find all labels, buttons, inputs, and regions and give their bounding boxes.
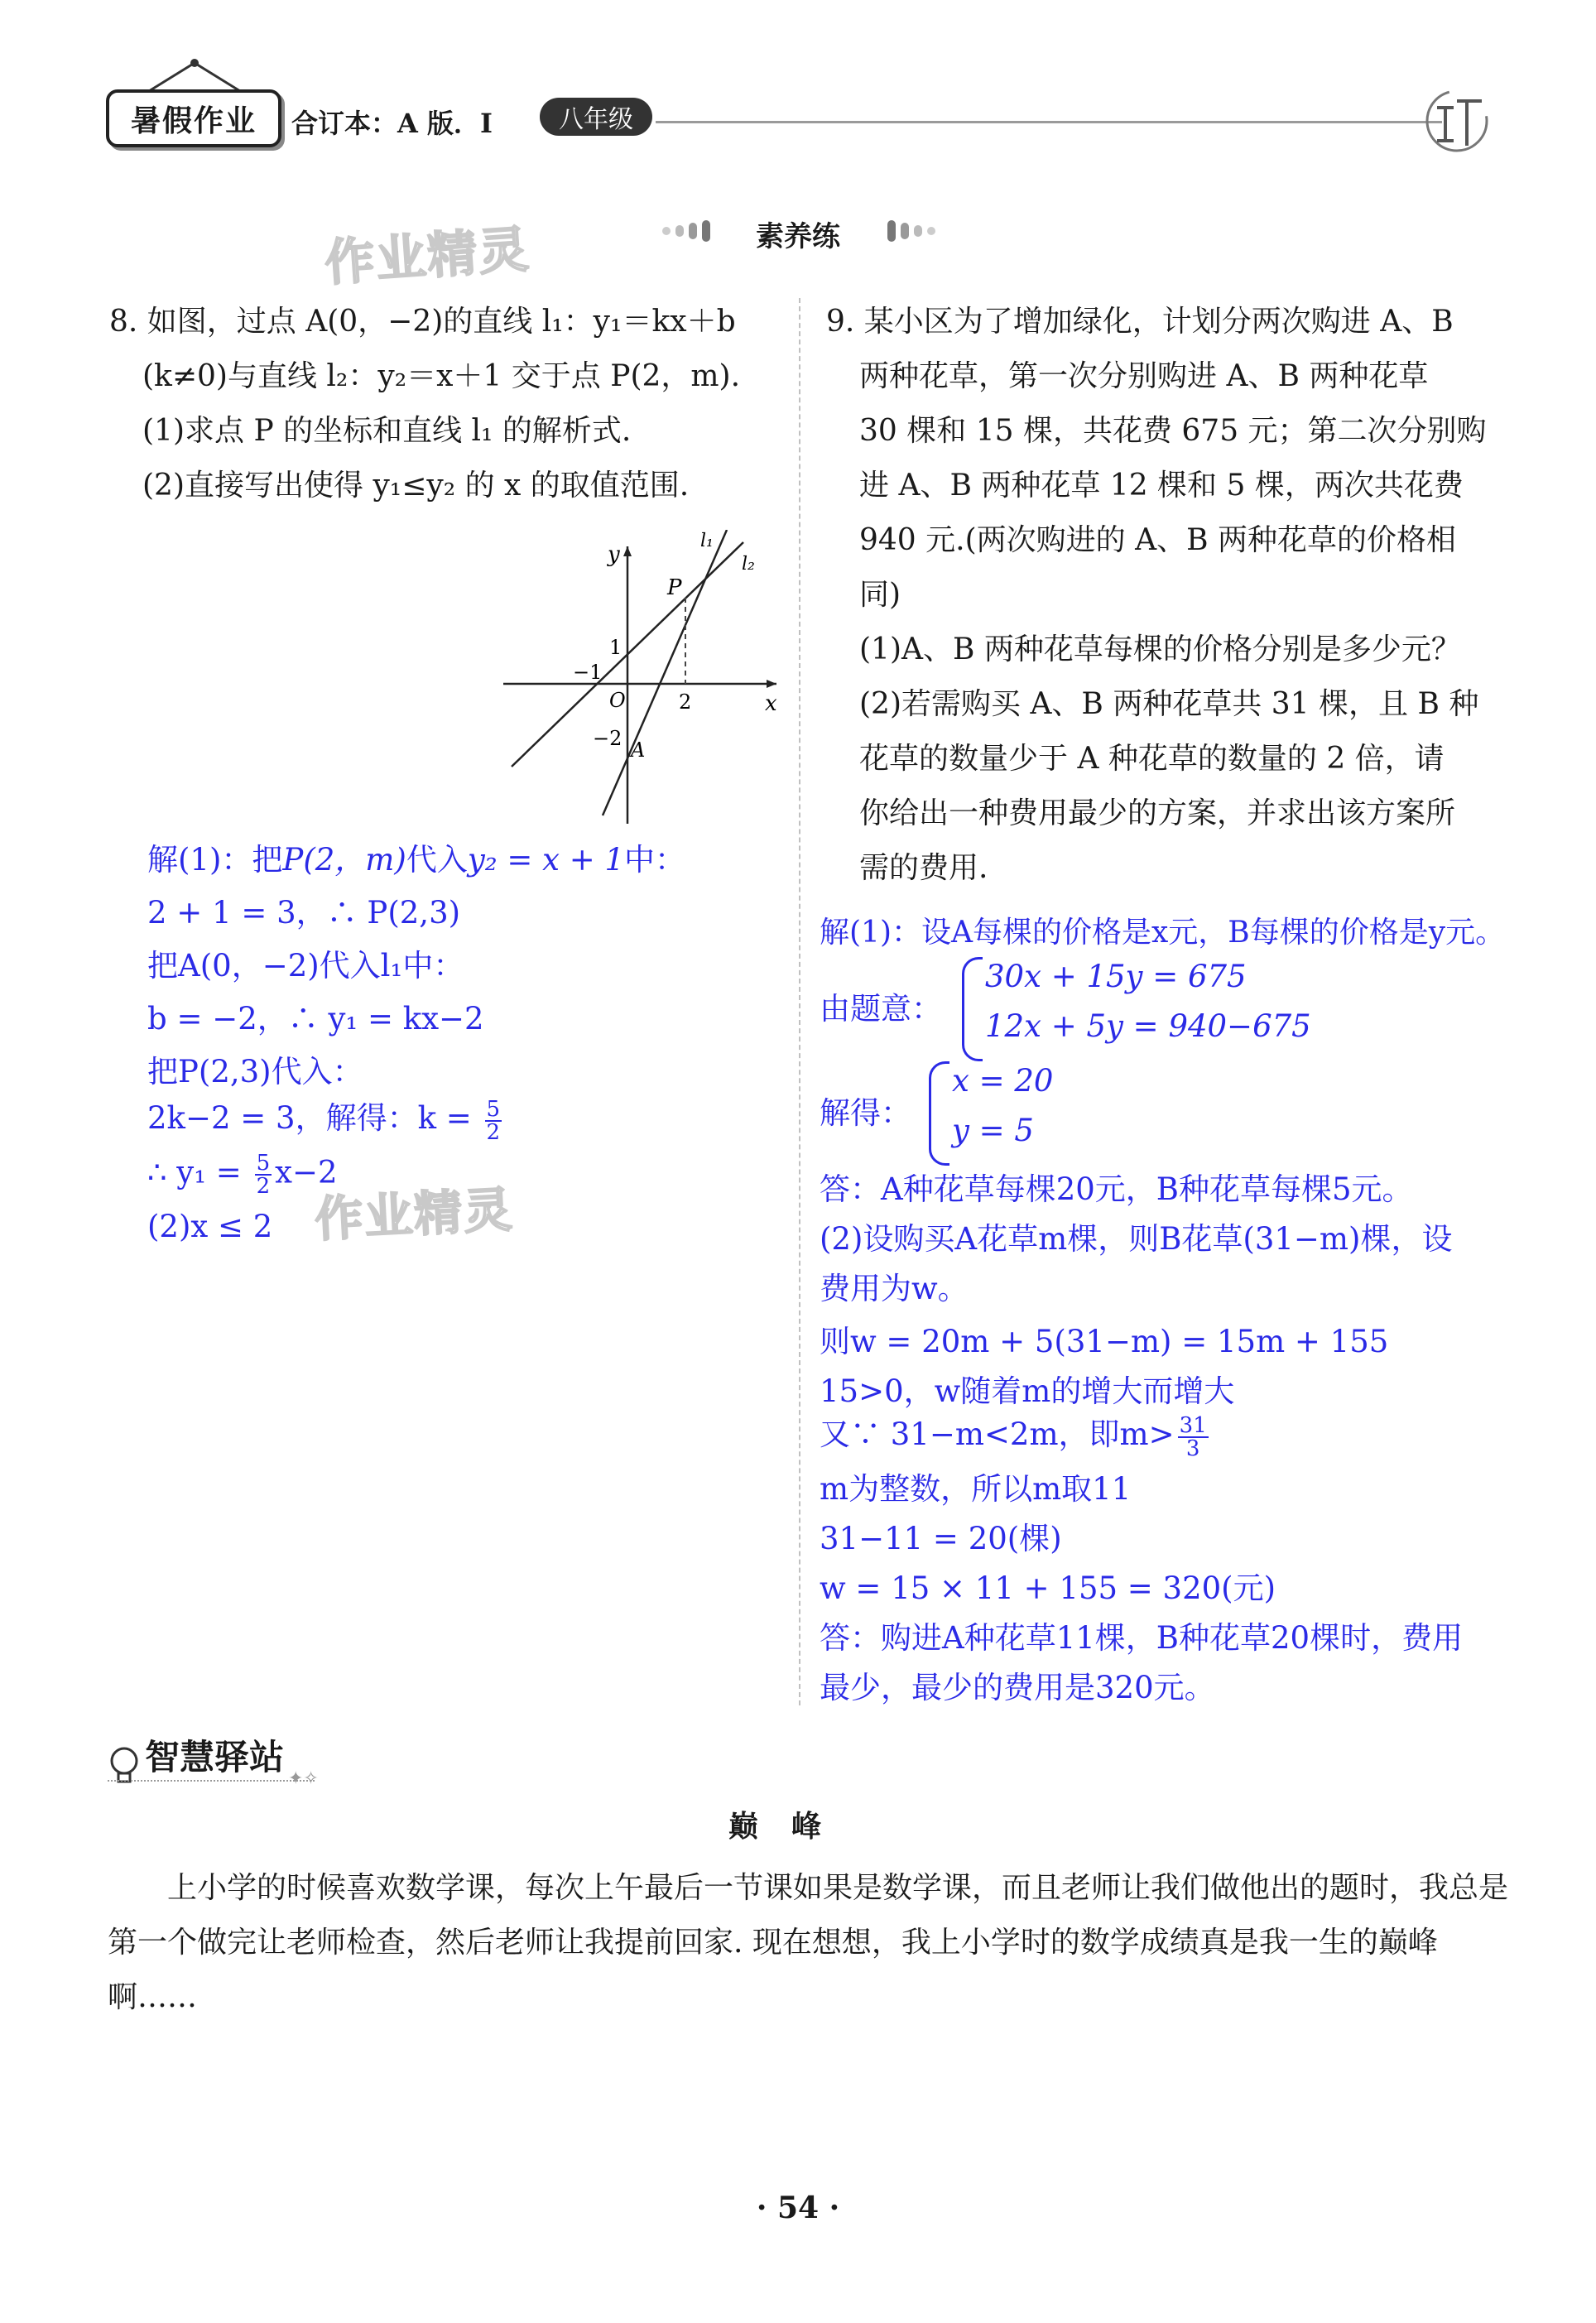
- q9-line: 30 棵和 15 棵，共花费 675 元；第二次分别购: [859, 414, 1487, 448]
- y-axis-arrow: [623, 546, 632, 556]
- question-8: [109, 295, 788, 513]
- q9-sol-2: y = 5: [952, 1113, 1034, 1148]
- system-brace-2: [929, 1061, 949, 1166]
- q9-ans-line-9: 又∵ 31−m<2m，即m> $\frac{31}{3}$: [820, 1412, 1207, 1461]
- q8-graph: [503, 530, 785, 828]
- x-axis-arrow: [767, 680, 776, 688]
- q9-ans-line-13: 答：购进A种花草11棵，B种花草20棵时，费用: [820, 1620, 1464, 1656]
- q8-ans-line-7: ∴ y₁ = $\frac{5}{2}$ x−2: [147, 1151, 338, 1199]
- book-subtitle: 合订本：A 版．I: [291, 108, 493, 139]
- q9-ans-line-5: (2)设购买A花草m棵，则B花草(31−m)棵，设: [820, 1221, 1453, 1257]
- q9-ans-line-8: 15>0，w随着m的增大而增大: [820, 1373, 1235, 1409]
- column-divider: [799, 298, 800, 1705]
- q9-line: 进 A、B 两种花草 12 棵和 5 棵，两次共花费: [859, 469, 1464, 503]
- header-rule: [656, 121, 1442, 123]
- q9-line: 花草的数量少于 A 种花草的数量的 2 倍，请: [859, 742, 1445, 776]
- q9-line: 你给出一种费用最少的方案，并求出该方案所: [859, 796, 1456, 830]
- system-brace-1: [962, 957, 983, 1061]
- watermark-top: 作业精灵: [323, 220, 532, 293]
- q8-line: (1)求点 P 的坐标和直线 l₁ 的解析式.: [142, 414, 632, 448]
- line-l1: [603, 530, 727, 815]
- wisdom-station-header: [108, 1730, 338, 1787]
- q8-line: (k≠0)与直线 l₂：y₂＝x＋1 交于点 P(2，m).: [142, 359, 741, 393]
- q8-ans-line-6: 2k−2 = 3，解得：k = $\frac{5}{2}$: [147, 1096, 501, 1145]
- p-label: P: [667, 575, 682, 600]
- q9-ans-line-14: 最少，最少的费用是320元。: [820, 1670, 1215, 1705]
- tick-2: 2: [679, 690, 692, 714]
- tick-neg1: −1: [573, 661, 603, 684]
- svg-text:✦✧: ✦✧: [288, 1768, 320, 1787]
- q9-ans-line-1: 解(1)：设A每棵的价格是x元，B每棵的价格是y元。: [820, 916, 1506, 950]
- q9-ans-line-6: 费用为w。: [820, 1271, 969, 1306]
- q9-line: 同): [859, 578, 901, 612]
- station-title: 智慧驿站: [145, 1737, 285, 1777]
- story-text: 上小学的时候喜欢数学课，每次上午最后一节课如果是数学课，而且老师让我们做他出的题时，我总是第一个做完让老师检查，然后老师让我提前回家. 现在想想，我上小学时的数学成绩真是我一生的巅峰啊……: [108, 1871, 1509, 2014]
- page-number: · 54 ·: [756, 2191, 840, 2225]
- q9-ans-line-11: 31−11 = 20(棵): [820, 1521, 1062, 1556]
- a-label: A: [631, 738, 646, 762]
- q9-ans-line-2: 由题意：: [820, 991, 942, 1027]
- q8-ans-line-3: 把A(0，−2)代入l₁中：: [147, 948, 464, 984]
- station-underline: [108, 1780, 315, 1782]
- q9-line: (1)A、B 两种花草每棵的价格分别是多少元？: [859, 632, 1461, 666]
- q9-line: 9. 某小区为了增加绿化，计划分两次购进 A、B: [826, 305, 1454, 339]
- q9-ans-line-7: 则w = 20m + 5(31−m) = 15m + 155: [820, 1324, 1389, 1359]
- q8-ans-line-1: 解(1)：把P(2，m)代入y₂ = x + 1中：: [147, 842, 686, 878]
- brand-logo: 暑假作业: [106, 89, 281, 147]
- q9-line: 940 元.(两次购进的 A、B 两种花草的价格相: [859, 523, 1456, 557]
- q9-ans-line-4: 答：A种花草每棵20元，B种花草每棵5元。: [820, 1171, 1413, 1207]
- q9-eq-2: 12x + 5y = 940−675: [985, 1008, 1311, 1044]
- question-9: [826, 295, 1521, 896]
- q8-ans-line-2: 2 + 1 = 3，∴ P(2,3): [147, 895, 461, 931]
- q9-sol-1: x = 20: [952, 1063, 1054, 1099]
- q8-ans-line-5: 把P(2,3)代入：: [147, 1054, 363, 1089]
- l1-label: l₁: [700, 531, 714, 551]
- origin-label: O: [609, 689, 626, 712]
- q8-line: (2)直接写出使得 y₁≤y₂ 的 x 的取值范围.: [142, 469, 690, 503]
- q9-line: 两种花草，第一次分别购进 A、B 两种花草: [859, 359, 1429, 393]
- q9-eq-1: 30x + 15y = 675: [985, 959, 1247, 994]
- sparkle-icon: [288, 1763, 338, 1787]
- q9-line: 需的费用.: [859, 851, 988, 885]
- l2-label: l₂: [742, 554, 755, 575]
- q8-line: 8. 如图，过点 A(0，−2)的直线 l₁：y₁＝kx＋b: [109, 305, 736, 339]
- q9-ans-line-10: m为整数，所以m取11: [820, 1471, 1132, 1507]
- y-label: y: [608, 542, 620, 567]
- watermark-bottom: 作业精灵: [313, 1181, 515, 1248]
- q9-line: (2)若需购买 A、B 两种花草共 31 棵，且 B 种: [859, 687, 1479, 721]
- title-deco-right-icon: [887, 220, 937, 242]
- q9-ans-line-3: 解得：: [820, 1095, 911, 1131]
- x-label: x: [765, 691, 777, 716]
- q9-ans-line-12: w = 15 × 11 + 155 = 320(元): [820, 1570, 1276, 1606]
- q8-ans-line-4: b = −2，∴ y₁ = kx−2: [147, 1001, 484, 1036]
- tick-neg2: −2: [593, 727, 623, 750]
- section-title: 素养练: [756, 220, 840, 253]
- corner-logo-icon: [1417, 83, 1508, 157]
- grade-badge: 八年级: [540, 98, 652, 136]
- brand-hanger-icon: [141, 58, 248, 93]
- q8-ans-line-8: (2)x ≤ 2: [147, 1209, 273, 1244]
- story-title: 巅 峰: [728, 1809, 824, 1844]
- tick-1: 1: [609, 636, 623, 659]
